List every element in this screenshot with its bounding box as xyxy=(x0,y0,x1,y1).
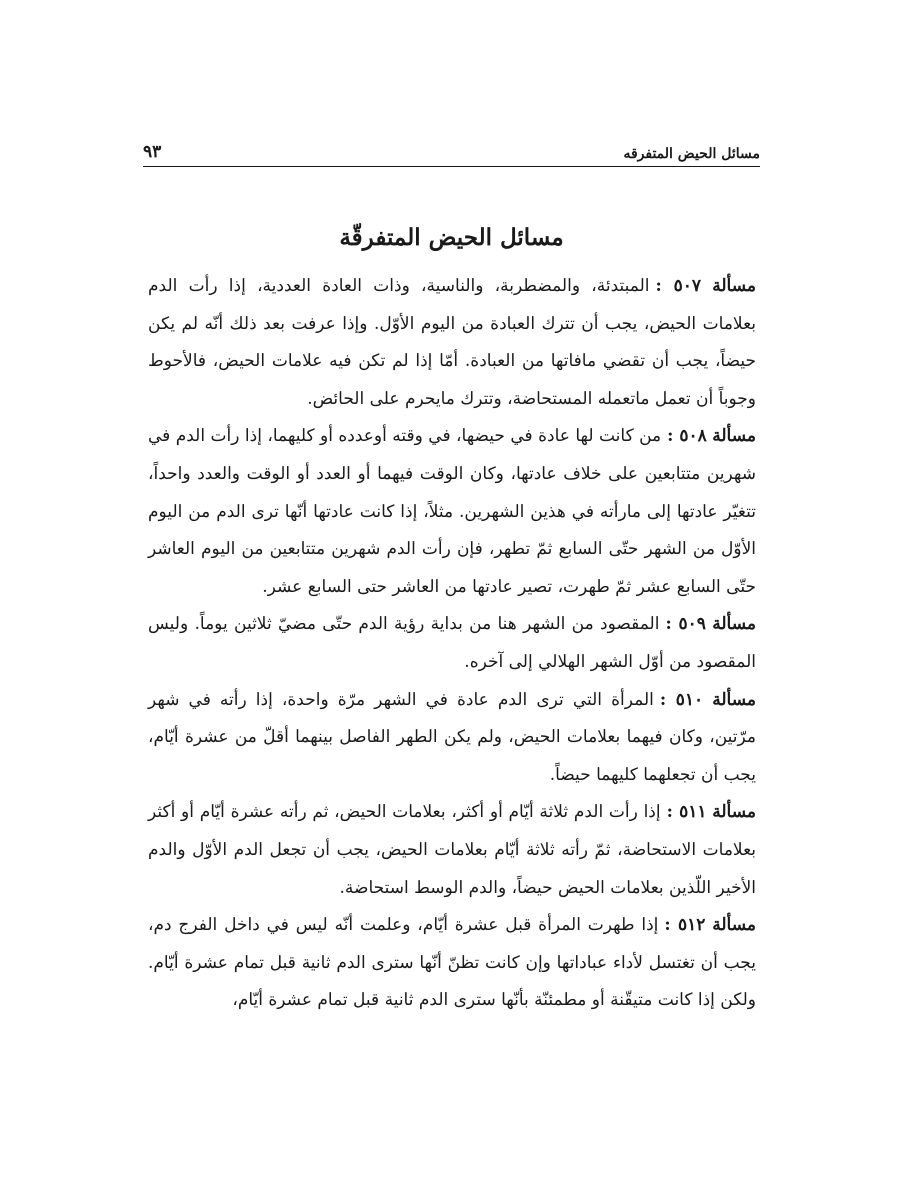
issue-text: من كانت لها عادة في حيضها، في وقته أوعدده أو كليهما، إذا رأت الدم في شهرين متتابعين على خلاف عادتها، وكان الوقت فيهما أو العدد أو الوقت والعدد واحداً، تتغيّر عادتها إلى مارأته في هذين الشهرين. مثلاً، إذا كانت عادتها أنّها ترى الدم من اليوم الأوّل من الشهر حتّى السابع ثمّ تطهر، فإن رأت الدم شهرين متتابعين من اليوم العاشر حتّى السابع عشر ثمّ طهرت، تصير عادتها من العاشر حتى السابع عشر. xyxy=(148,426,756,597)
issue-number: ٥١٢ : xyxy=(664,915,706,936)
issue-paragraph xyxy=(148,606,756,681)
body-text xyxy=(148,268,756,1020)
issue-number: ٥١١ : xyxy=(666,802,707,823)
issue-number: ٥٠٨ : xyxy=(667,426,707,447)
issue-paragraph xyxy=(148,268,756,418)
issue-number: ٥٠٩ : xyxy=(665,614,706,635)
issue-number: ٥١٠ : xyxy=(659,689,704,710)
issue-paragraph xyxy=(148,418,756,606)
issue-label: مسألة xyxy=(712,614,756,635)
issue-text: إذا طهرت المرأة قبل عشرة أيّام، وعلمت أنّه ليس في داخل الفرج دم، يجب أن تغتسل لأداء عباداتها وإن كانت تظنّ أنّها سترى الدم ثانية قبل تمام عشرة أيّام. ولكن إذا كانت متيقّنة أو مطمئنّة بأنّها سترى الدم ثانية قبل تمام عشرة أيّام، xyxy=(148,915,756,1011)
issue-text: المبتدئة، والمضطربة، والناسية، وذات العادة العددية، إذا رأت الدم بعلامات الحيض، يجب أن تترك العبادة من اليوم الأوّل. وإذا عرفت بعد ذلك أنّه لم يكن حيضاً، يجب أن تقضي مافاتها من العبادة. أمّا إذا لم تكن فيه علامات الحيض، فالأحوط وجوباً أن تعمل ماتعمله المستحاضة، وتترك مايحرم على الحائض. xyxy=(148,276,756,409)
chapter-title: مسائل الحيض المتفرقّة xyxy=(339,224,564,251)
issue-text: إذا رأت الدم ثلاثة أيّام أو أكثر، بعلامات الحيض، ثم رأته عشرة أيّام أو أكثر بعلامات الاستحاضة، ثمّ رأته ثلاثة أيّام بعلامات الحيض، يجب أن تجعل الدم الأوّل والدم الأخير اللّذين بعلامات الحيض حيضاً، والدم الوسط استحاضة. xyxy=(148,802,756,898)
issue-label: مسألة xyxy=(712,689,757,710)
issue-text: المرأة التي ترى الدم عادة في الشهر مرّة واحدة، إذا رأته في شهر مرّتين، وكان فيهما بعلامات الحيض، ولم يكن الطهر الفاصل بينهما أقلّ من عشرة أيّام، يجب أن تجعلهما كليهما حيضاً. xyxy=(148,689,756,785)
page-header xyxy=(143,128,760,167)
issue-number: ٥٠٧ : xyxy=(655,276,701,296)
issue-label: مسألة xyxy=(712,426,757,447)
issue-paragraph xyxy=(148,907,756,1020)
issue-label: مسألة xyxy=(712,802,756,823)
issue-text: المقصود من الشهر هنا من بداية رؤية الدم حتّى مضيّ ثلاثين يوماً. وليس المقصود من أوّل الشهر الهلالي إلى آخره. xyxy=(148,614,756,672)
issue-paragraph xyxy=(148,794,756,907)
page-number: ٩٣ xyxy=(143,142,162,162)
issue-label: مسألة xyxy=(712,915,756,936)
issue-label: مسألة xyxy=(712,276,756,296)
running-title: مسائل الحيض المتفرقه xyxy=(623,146,760,162)
issue-paragraph xyxy=(148,682,756,795)
